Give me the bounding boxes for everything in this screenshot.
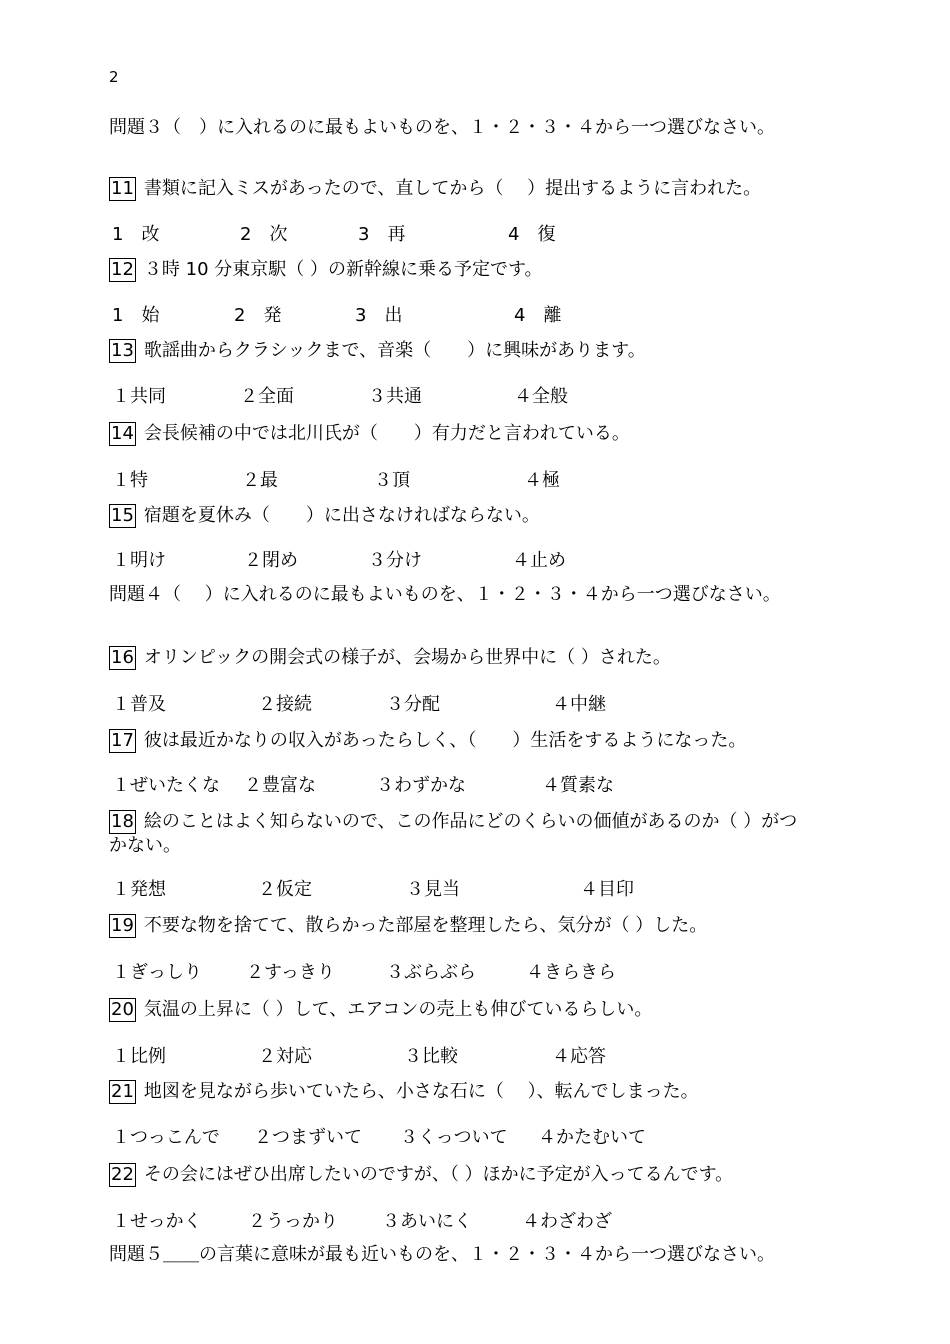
option-1: １明け xyxy=(112,550,166,571)
question-13 xyxy=(109,339,646,363)
question-text: 地図を見ながら歩いていたら、小さな石に（ ）、転んでしまった。 xyxy=(143,1081,699,1102)
question-15 xyxy=(109,504,540,528)
question-number: 17 xyxy=(111,730,134,751)
option-2: 2 次 xyxy=(240,224,288,245)
option-2: ２接続 xyxy=(258,694,312,715)
option-2: ２全面 xyxy=(240,386,294,407)
option-4: ４かたむいて xyxy=(538,1127,646,1148)
option-1: １普及 xyxy=(112,694,166,715)
option-1: １比例 xyxy=(112,1046,166,1067)
option-1: １せっかく xyxy=(112,1211,202,1232)
section5-heading: 問題５＿＿の言葉に意味が最も近いものを、１・２・３・４から一つ選びなさい。 xyxy=(109,1244,775,1265)
options-19 xyxy=(112,958,812,984)
option-3: ３ぶらぶら xyxy=(386,962,476,983)
question-19 xyxy=(109,914,707,938)
question-14 xyxy=(109,422,630,446)
option-4: ４質素な xyxy=(542,775,614,796)
question-text: 会長候補の中では北川氏が（ ）有力だと言われている。 xyxy=(143,423,630,444)
question-number: 11 xyxy=(111,178,134,199)
option-3: ３比較 xyxy=(404,1046,458,1067)
option-2: ２最 xyxy=(242,470,278,491)
options-17 xyxy=(112,771,812,797)
question-number: 14 xyxy=(111,423,134,444)
option-4: ４きらきら xyxy=(526,962,616,983)
option-3: ３見当 xyxy=(406,879,460,900)
option-4: ４わざわざ xyxy=(522,1211,612,1232)
option-1: １共同 xyxy=(112,386,166,407)
option-2: 2 発 xyxy=(234,305,282,326)
option-4: ４中継 xyxy=(552,694,606,715)
question-number: 18 xyxy=(111,811,134,832)
question-text: ３時 10 分東京駅（ ）の新幹線に乗る予定です。 xyxy=(143,259,543,280)
options-22 xyxy=(112,1207,812,1233)
question-text: 気温の上昇に（ ）して、エアコンの売上も伸びているらしい。 xyxy=(143,999,653,1020)
question-number: 21 xyxy=(111,1081,134,1102)
question-text: オリンピックの開会式の様子が、会場から世界中に（ ）された。 xyxy=(143,647,671,668)
option-3: 3 再 xyxy=(358,224,406,245)
option-2: ２仮定 xyxy=(258,879,312,900)
options-20 xyxy=(112,1042,812,1068)
question-22 xyxy=(109,1163,733,1187)
option-4: ４止め xyxy=(512,550,566,571)
question-number: 13 xyxy=(111,340,134,361)
section3-heading: 問題３（ ）に入れるのに最もよいものを、１・２・３・４から一つ選びなさい。 xyxy=(109,117,775,138)
option-2: ２対応 xyxy=(258,1046,312,1067)
options-21 xyxy=(112,1123,812,1149)
option-3: ３わずかな xyxy=(376,775,466,796)
option-3: 3 出 xyxy=(355,305,403,326)
option-2: ２つまずいて xyxy=(254,1127,362,1148)
option-1: １つっこんで xyxy=(112,1127,220,1148)
question-number: 19 xyxy=(111,915,134,936)
question-number: 20 xyxy=(111,999,134,1020)
option-4: ４全般 xyxy=(514,386,568,407)
option-4: 4 離 xyxy=(514,305,562,326)
question-16 xyxy=(109,646,671,670)
option-2: ２閉め xyxy=(244,550,298,571)
option-3: ３分配 xyxy=(386,694,440,715)
option-1: １ぜいたくな xyxy=(112,775,220,796)
question-12 xyxy=(109,258,543,282)
question-20 xyxy=(109,998,652,1022)
options-18 xyxy=(112,875,812,901)
option-3: ３分け xyxy=(368,550,422,571)
option-3: ３あいにく xyxy=(382,1211,472,1232)
question-18 xyxy=(109,810,809,857)
question-text: 書類に記入ミスがあったので、直してから（ ）提出するように言われた。 xyxy=(143,178,762,199)
option-3: ３くっついて xyxy=(400,1127,508,1148)
question-number: 15 xyxy=(111,505,134,526)
option-1: 1 始 xyxy=(112,305,160,326)
question-text: その会にはぜひ出席したいのですが、（ ）ほかに予定が入ってるんです。 xyxy=(143,1164,734,1185)
options-15 xyxy=(112,546,812,572)
option-4: 4 復 xyxy=(508,224,556,245)
option-3: ３共通 xyxy=(368,386,422,407)
option-1: １発想 xyxy=(112,879,166,900)
question-21 xyxy=(109,1080,699,1104)
option-3: ３頂 xyxy=(374,470,410,491)
question-17 xyxy=(109,729,746,753)
question-text: 不要な物を捨てて、散らかった部屋を整理したら、気分が（ ）した。 xyxy=(143,915,708,936)
question-text: 彼は最近かなりの収入があったらしく、（ ）生活をするようになった。 xyxy=(143,730,747,751)
option-2: ２うっかり xyxy=(248,1211,338,1232)
question-text: 絵のことはよく知らないので、この作品にどのくらいの価値があるのか（ ）がつかない。 xyxy=(109,811,798,856)
question-text: 歌謡曲からクラシックまで、音楽（ ）に興味があります。 xyxy=(143,340,646,361)
option-2: ２すっきり xyxy=(246,962,335,983)
options-14 xyxy=(112,466,812,492)
question-number: 16 xyxy=(111,647,134,668)
option-2: ２豊富な xyxy=(244,775,316,796)
option-4: ４応答 xyxy=(552,1046,606,1067)
options-16 xyxy=(112,690,812,716)
option-4: ４極 xyxy=(524,470,560,491)
options-11 xyxy=(112,220,812,246)
section4-heading: 問題４（ ）に入れるのに最もよいものを、１・２・３・４から一つ選びなさい。 xyxy=(109,584,781,605)
question-number: 22 xyxy=(111,1164,134,1185)
options-12 xyxy=(112,301,812,327)
option-4: ４目印 xyxy=(580,879,634,900)
page-number: 2 xyxy=(109,68,119,86)
option-1: 1 改 xyxy=(112,224,160,245)
question-text: 宿題を夏休み（ ）に出さなければならない。 xyxy=(143,505,540,526)
option-1: １特 xyxy=(112,470,148,491)
options-13 xyxy=(112,382,812,408)
question-11 xyxy=(109,177,761,201)
option-1: １ぎっしり xyxy=(112,962,202,983)
question-number: 12 xyxy=(111,259,134,280)
